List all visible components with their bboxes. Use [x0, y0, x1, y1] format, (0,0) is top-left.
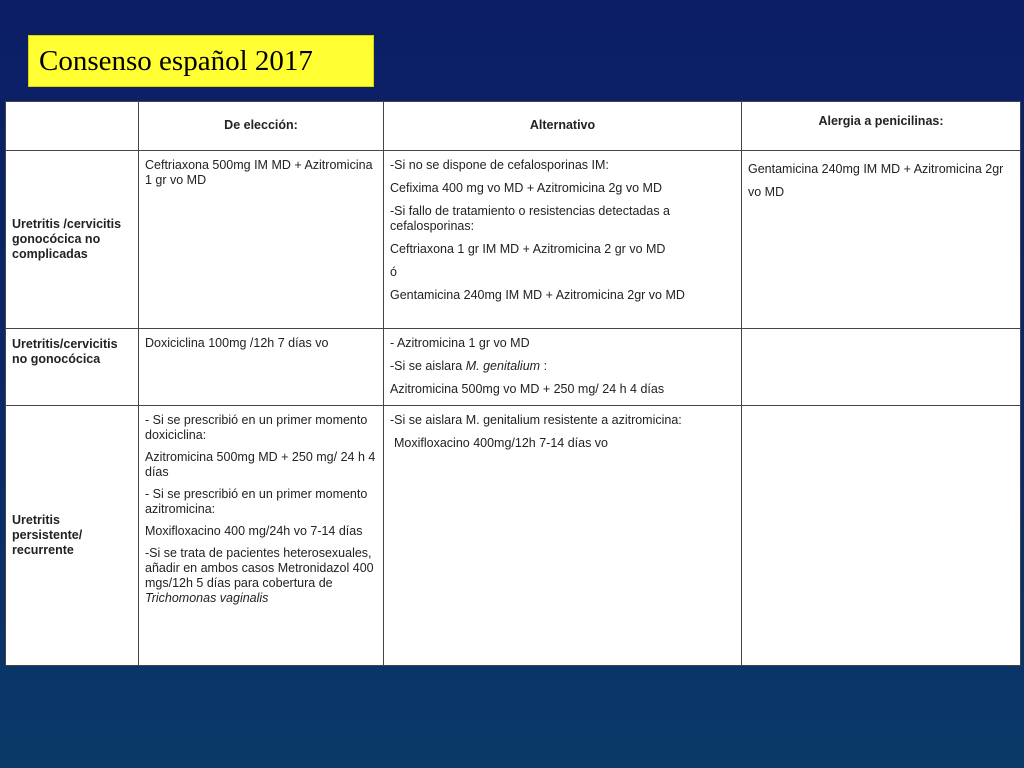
cell-text: Ceftriaxona 1 gr IM MD + Azitromicina 2 gr vo MD: [390, 242, 666, 256]
cell-text: Cefixima 400 mg vo MD + Azitromicina 2g vo MD: [390, 181, 662, 195]
treatment-table-container: [5, 101, 1020, 666]
row-label: Uretritis persistente/ recurrente: [6, 406, 139, 666]
cell-text: -Si no se dispone de cefalosporinas IM:: [390, 158, 609, 172]
cell-text: -Si fallo de tratamiento o resistencias detectadas a cefalosporinas:: [390, 204, 671, 233]
row-label: Uretritis /cervicitis gonocócica no complicadas: [6, 151, 139, 329]
header-alternativo: Alternativo: [384, 102, 742, 151]
cell-eleccion: [139, 406, 384, 666]
cell-alternativo: [384, 329, 742, 406]
header-eleccion: De elección:: [139, 102, 384, 151]
cell-alternativo: [384, 406, 742, 666]
cell-alergia: [742, 329, 1021, 406]
cell-text: Azitromicina 500mg MD + 250 mg/ 24 h 4 días: [145, 450, 376, 479]
cell-text: Moxifloxacino 400 mg/24h vo 7-14 días: [145, 524, 363, 538]
cell-text: Azitromicina 500mg vo MD + 250 mg/ 24 h 4 días: [390, 382, 665, 396]
cell-text: Gentamicina 240mg IM MD + Azitromicina 2gr vo MD: [748, 162, 1004, 199]
header-alergia: Alergia a penicilinas:: [742, 102, 1021, 151]
cell-alergia: [742, 151, 1021, 329]
cell-text: - Si se prescribió en un primer momento doxiciclina:: [145, 413, 368, 442]
cell-text: Doxiciclina 100mg /12h 7 días vo: [145, 336, 329, 350]
cell-text: Ceftriaxona 500mg IM MD + Azitromicina 1 gr vo MD: [145, 158, 373, 187]
cell-text: -Si se aislara M. genitalium resistente a azitromicina:: [390, 413, 682, 427]
row-label: Uretritis/cervicitis no gonocócica: [6, 329, 139, 406]
cell-eleccion: [139, 329, 384, 406]
table-row: [6, 406, 1021, 666]
cell-eleccion: [139, 151, 384, 329]
treatment-table: [5, 101, 1021, 666]
table-header-row: [6, 102, 1021, 151]
cell-text: - Si se prescribió en un primer momento azitromicina:: [145, 487, 368, 516]
header-blank: [6, 102, 139, 151]
cell-alergia: [742, 406, 1021, 666]
cell-alternativo: [384, 151, 742, 329]
table-row: [6, 329, 1021, 406]
slide-title-text: Consenso español 2017: [39, 44, 313, 77]
cell-text: - Azitromicina 1 gr vo MD: [390, 336, 530, 350]
table-row: [6, 151, 1021, 329]
cell-text: ó: [390, 265, 397, 279]
cell-text-mixed: -Si se aislara M. genitalium :: [390, 359, 548, 373]
cell-text: Moxifloxacino 400mg/12h 7-14 días vo: [394, 436, 609, 450]
slide-title: [28, 35, 374, 87]
cell-text-mixed: -Si se trata de pacientes heterosexuales, añadir en ambos casos Metronidazol 400 mgs/12h 5 días para cobertura de Trichomonas vaginalis: [145, 546, 374, 605]
cell-text: Gentamicina 240mg IM MD + Azitromicina 2gr vo MD: [390, 288, 685, 302]
